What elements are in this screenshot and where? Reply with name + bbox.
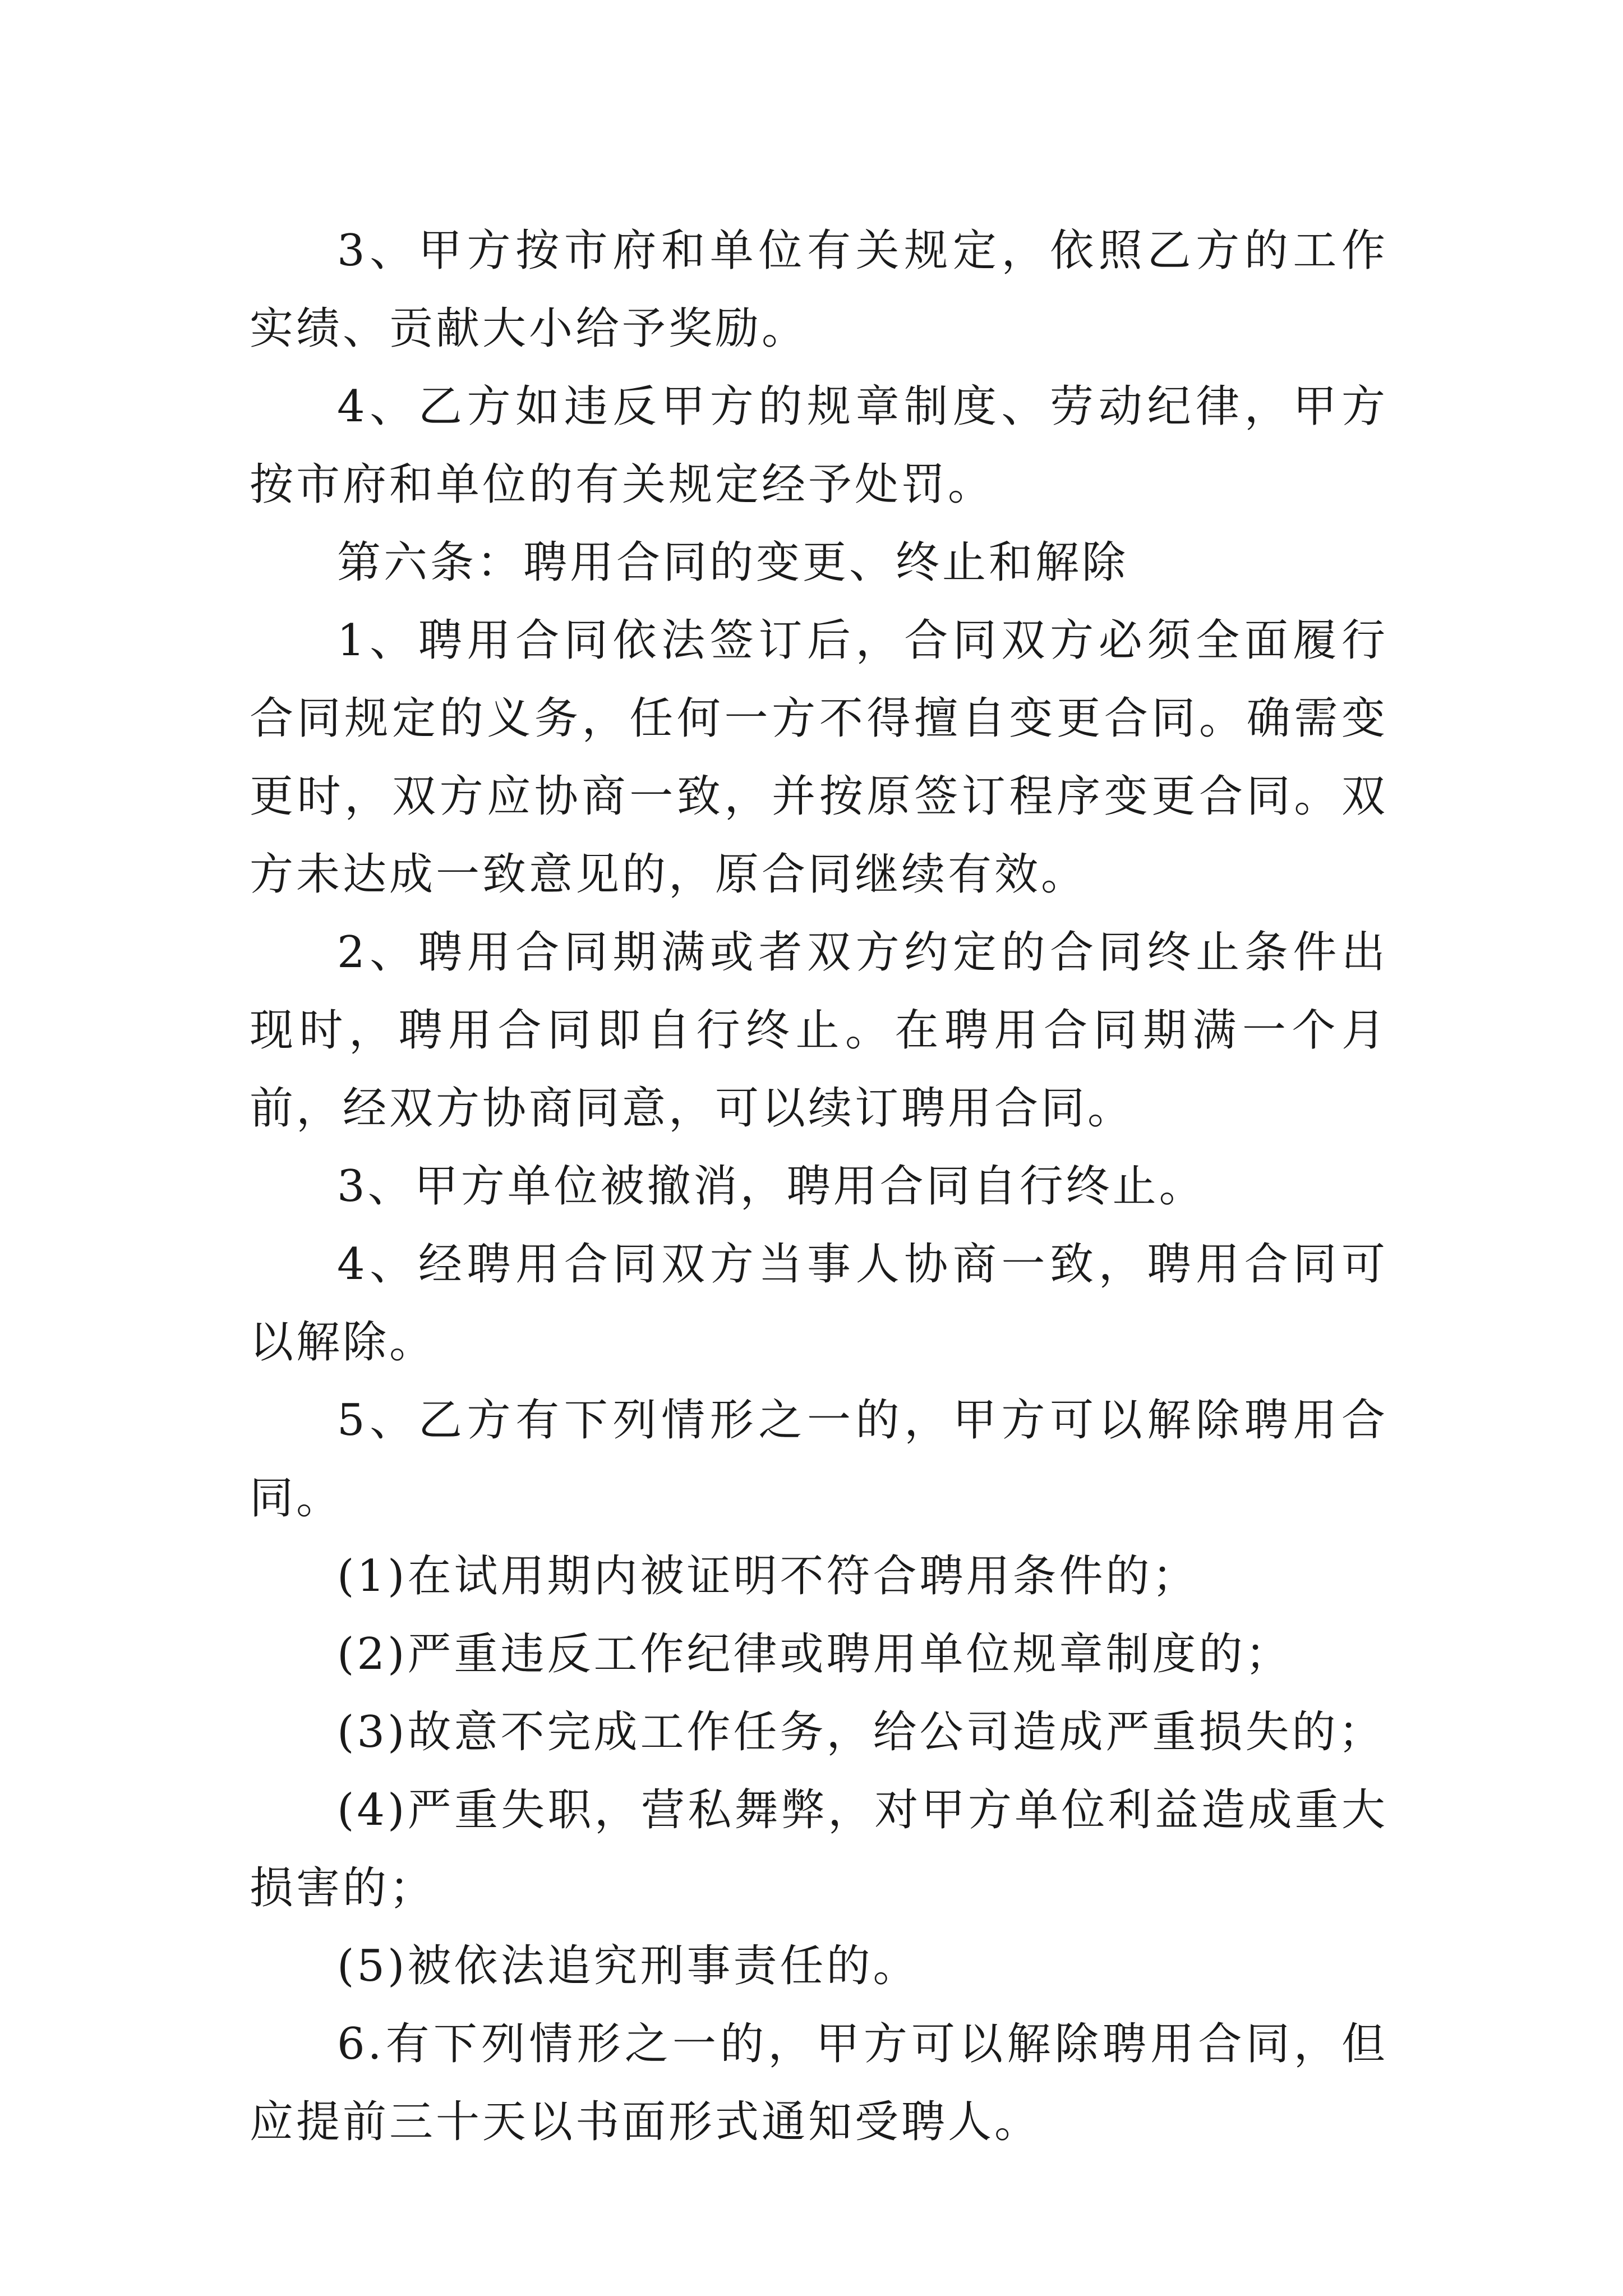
paragraph-clause-6-4: 4、经聘用合同双方当事人协商一致，聘用合同可以解除。 <box>250 1239 1388 1368</box>
list-item-condition-2: (2)严重违反工作纪律或聘用单位规章制度的； <box>337 1629 1292 1680</box>
list-item-condition-1: (1)在试用期内被证明不符合聘用条件的； <box>337 1551 1199 1602</box>
paragraph-clause-6-5: 5、乙方有下列情形之一的，甲方可以解除聘用合同。 <box>250 1395 1388 1524</box>
list-item-condition-3: (3)故意不完成工作任务，给公司造成严重损失的； <box>337 1707 1385 1757</box>
paragraph-clause-6-3: 3、甲方单位被撤消，聘用合同自行终止。 <box>337 1161 1206 1212</box>
list-item-condition-4: (4)严重失职，营私舞弊，对甲方单位利益造成重大损害的； <box>250 1785 1388 1913</box>
paragraph-clause-6-6: 6.有下列情形之一的，甲方可以解除聘用合同，但应提前三十天以书面形式通知受聘人。 <box>250 2019 1388 2147</box>
article-6-heading: 第六条：聘用合同的变更、终止和解除 <box>337 537 1129 588</box>
paragraph-clause-6-2: 2、聘用合同期满或者双方约定的合同终止条件出现时，聘用合同即自行终止。在聘用合同期满一个月前，经双方协商同意，可以续订聘用合同。 <box>250 927 1388 1134</box>
document-body <box>250 212 1388 2161</box>
paragraph-clause-5-3: 3、甲方按市府和单位有关规定，依照乙方的工作实绩、贡献大小给予奖励。 <box>250 226 1388 354</box>
paragraph-clause-6-1: 1、聘用合同依法签订后，合同双方必须全面履行合同规定的义务，任何一方不得擅自变更合同。确需变更时，双方应协商一致，并按原签订程序变更合同。双方未达成一致意见的，原合同继续有效。 <box>250 615 1388 900</box>
list-item-condition-5: (5)被依法追究刑事责任的。 <box>337 1941 920 1991</box>
paragraph-clause-5-4: 4、乙方如违反甲方的规章制度、劳动纪律，甲方按市府和单位的有关规定经予处罚。 <box>250 381 1388 510</box>
